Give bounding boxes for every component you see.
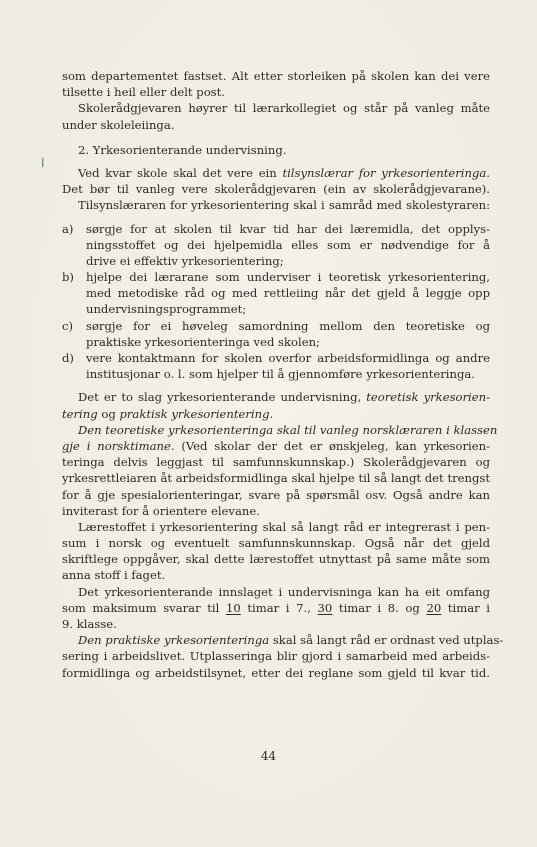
text-line: institusjonar o. l. som hjelper til å gjennomføre yrkesorienteringa. xyxy=(86,367,475,382)
text-span: som maksimum svarar til xyxy=(62,600,226,615)
margin-pencil-mark: \ xyxy=(39,155,47,170)
list-item-b xyxy=(62,269,490,318)
text-line: undervisningsprogrammet; xyxy=(86,302,247,317)
text-line xyxy=(62,165,490,181)
text-line: sørgje for ei høveleg samordning mellom den teoretiske og xyxy=(86,318,490,333)
paragraph-3 xyxy=(62,165,490,214)
text-line: ningsstoffet og dei hjelpemidla elles som er nødvendige for å xyxy=(86,237,490,252)
text-span: timar i xyxy=(441,600,490,615)
text-line: Lærestoffet i yrkesorientering skal så langt råd er integrerast i pen- xyxy=(78,519,490,534)
section-heading: 2. Yrkesorienterande undervisning. xyxy=(78,142,287,157)
text-span: Ved kvar skole skal det vere ein xyxy=(78,165,283,180)
text-line: drive ei effektiv yrkesorientering; xyxy=(86,253,284,268)
text-line: som departementet fastset. Alt etter storleiken på skolen kan dei vere xyxy=(62,69,490,83)
text-span: skal så langt råd er ordnast ved utplas- xyxy=(269,633,504,648)
list-label: b) xyxy=(62,270,74,285)
text-line xyxy=(62,632,504,648)
text-line: skriftlege oppgåver, skal dette lærestoffet utnyttast på same måte som xyxy=(62,552,490,567)
text-line: med metodiske råd og med rettleiing når det gjeld å leggje opp xyxy=(86,286,490,301)
underlined-hours-7: 10 xyxy=(225,600,241,615)
paragraph-7 xyxy=(62,584,490,633)
requirements-list xyxy=(62,221,490,383)
text-span: Det er to slag yrkesorienterande undervisning, xyxy=(78,390,367,405)
text-span: timar i 8. og xyxy=(332,600,427,615)
text-line: teringa delvis leggjast til samfunnskunnskap.) Skolerådgjevaren og xyxy=(62,455,490,470)
text-line: Det yrkesorienterande innslaget i undervisninga kan ha eit omfang xyxy=(78,584,490,599)
paragraph-1 xyxy=(62,68,490,100)
list-label: d) xyxy=(62,351,74,365)
list-item-c xyxy=(62,318,490,350)
text-line xyxy=(62,438,490,454)
text-line: vere kontaktmann for skolen overfor arbeidsformidlinga og andre xyxy=(86,351,490,365)
paragraph-6 xyxy=(62,519,490,584)
paragraph-4 xyxy=(62,389,490,421)
text-line xyxy=(62,406,490,422)
text-line: sering i arbeidslivet. Utplasseringa blir gjord i samarbeid med arbeids- xyxy=(62,649,490,664)
text-line: praktiske yrkesorienteringa ved skolen; xyxy=(86,334,320,349)
text-line: under skoleleiinga. xyxy=(62,117,175,132)
text-line: 9. klasse. xyxy=(62,617,117,631)
paragraph-8 xyxy=(62,632,504,681)
text-line: sørgje for at skolen til kvar tid har dei læremidla, det opplys- xyxy=(86,221,490,236)
italic-term: teoretisk yrkesorien- xyxy=(366,390,490,405)
text-span: og xyxy=(97,406,120,421)
text-line: Det bør til vanleg vere skolerådgjevaren (ein av skolerådgjevarane). xyxy=(62,182,490,197)
italic-term: praktisk yrkesorientering. xyxy=(119,406,274,421)
text-line: for å gje spesialorienteringar, svare på spørsmål osv. Også andre kan xyxy=(62,487,490,502)
text-span: timar i 7., xyxy=(240,600,318,615)
text-line: Skolerådgjevaren høyrer til lærarkollegiet og står på vanleg måte xyxy=(78,101,490,116)
text-line xyxy=(62,600,490,616)
text-line: anna stoff i faget. xyxy=(62,568,166,583)
text-line: yrkesrettleiaren åt arbeidsformidlinga skal hjelpe til så langt det trengst xyxy=(62,471,490,486)
page-number: 44 xyxy=(260,749,277,763)
italic-term: tilsynslærar for yrkesorienteringa. xyxy=(282,165,490,180)
body-text xyxy=(62,68,504,681)
underlined-hours-9: 20 xyxy=(426,600,442,615)
text-line: inviterast for å orientere elevane. xyxy=(62,503,260,518)
text-line: formidlinga og arbeidstilsynet, etter dei reglane som gjeld til kvar tid. xyxy=(62,665,490,680)
italic-term: tering xyxy=(62,406,98,421)
text-span: (Ved skolar der det er ønskjeleg, kan yrkesorien- xyxy=(174,438,490,453)
list-item-a xyxy=(62,221,490,270)
underlined-hours-8: 30 xyxy=(317,600,333,615)
text-line: sum i norsk og eventuelt samfunnskunnskap. Også når det gjeld xyxy=(62,536,490,551)
paragraph-5 xyxy=(62,422,498,519)
paragraph-2 xyxy=(62,100,490,132)
text-line xyxy=(62,389,490,405)
list-item-d xyxy=(62,350,490,382)
text-line: Den teoretiske yrkesorienteringa skal til vanleg norsklæraren i klassen xyxy=(78,422,498,437)
text-line: Tilsynslæraren for yrkesorientering skal i samråd med skolestyraren: xyxy=(78,198,490,213)
italic-term: gje i norsktimane. xyxy=(62,438,175,453)
italic-term: Den praktiske yrkesorienteringa xyxy=(78,633,270,648)
list-label: c) xyxy=(62,318,74,333)
text-line: hjelpe dei lærarane som underviser i teoretisk yrkesorientering, xyxy=(86,270,490,285)
list-label: a) xyxy=(62,221,74,236)
text-line: tilsette i heil eller delt post. xyxy=(62,85,225,100)
